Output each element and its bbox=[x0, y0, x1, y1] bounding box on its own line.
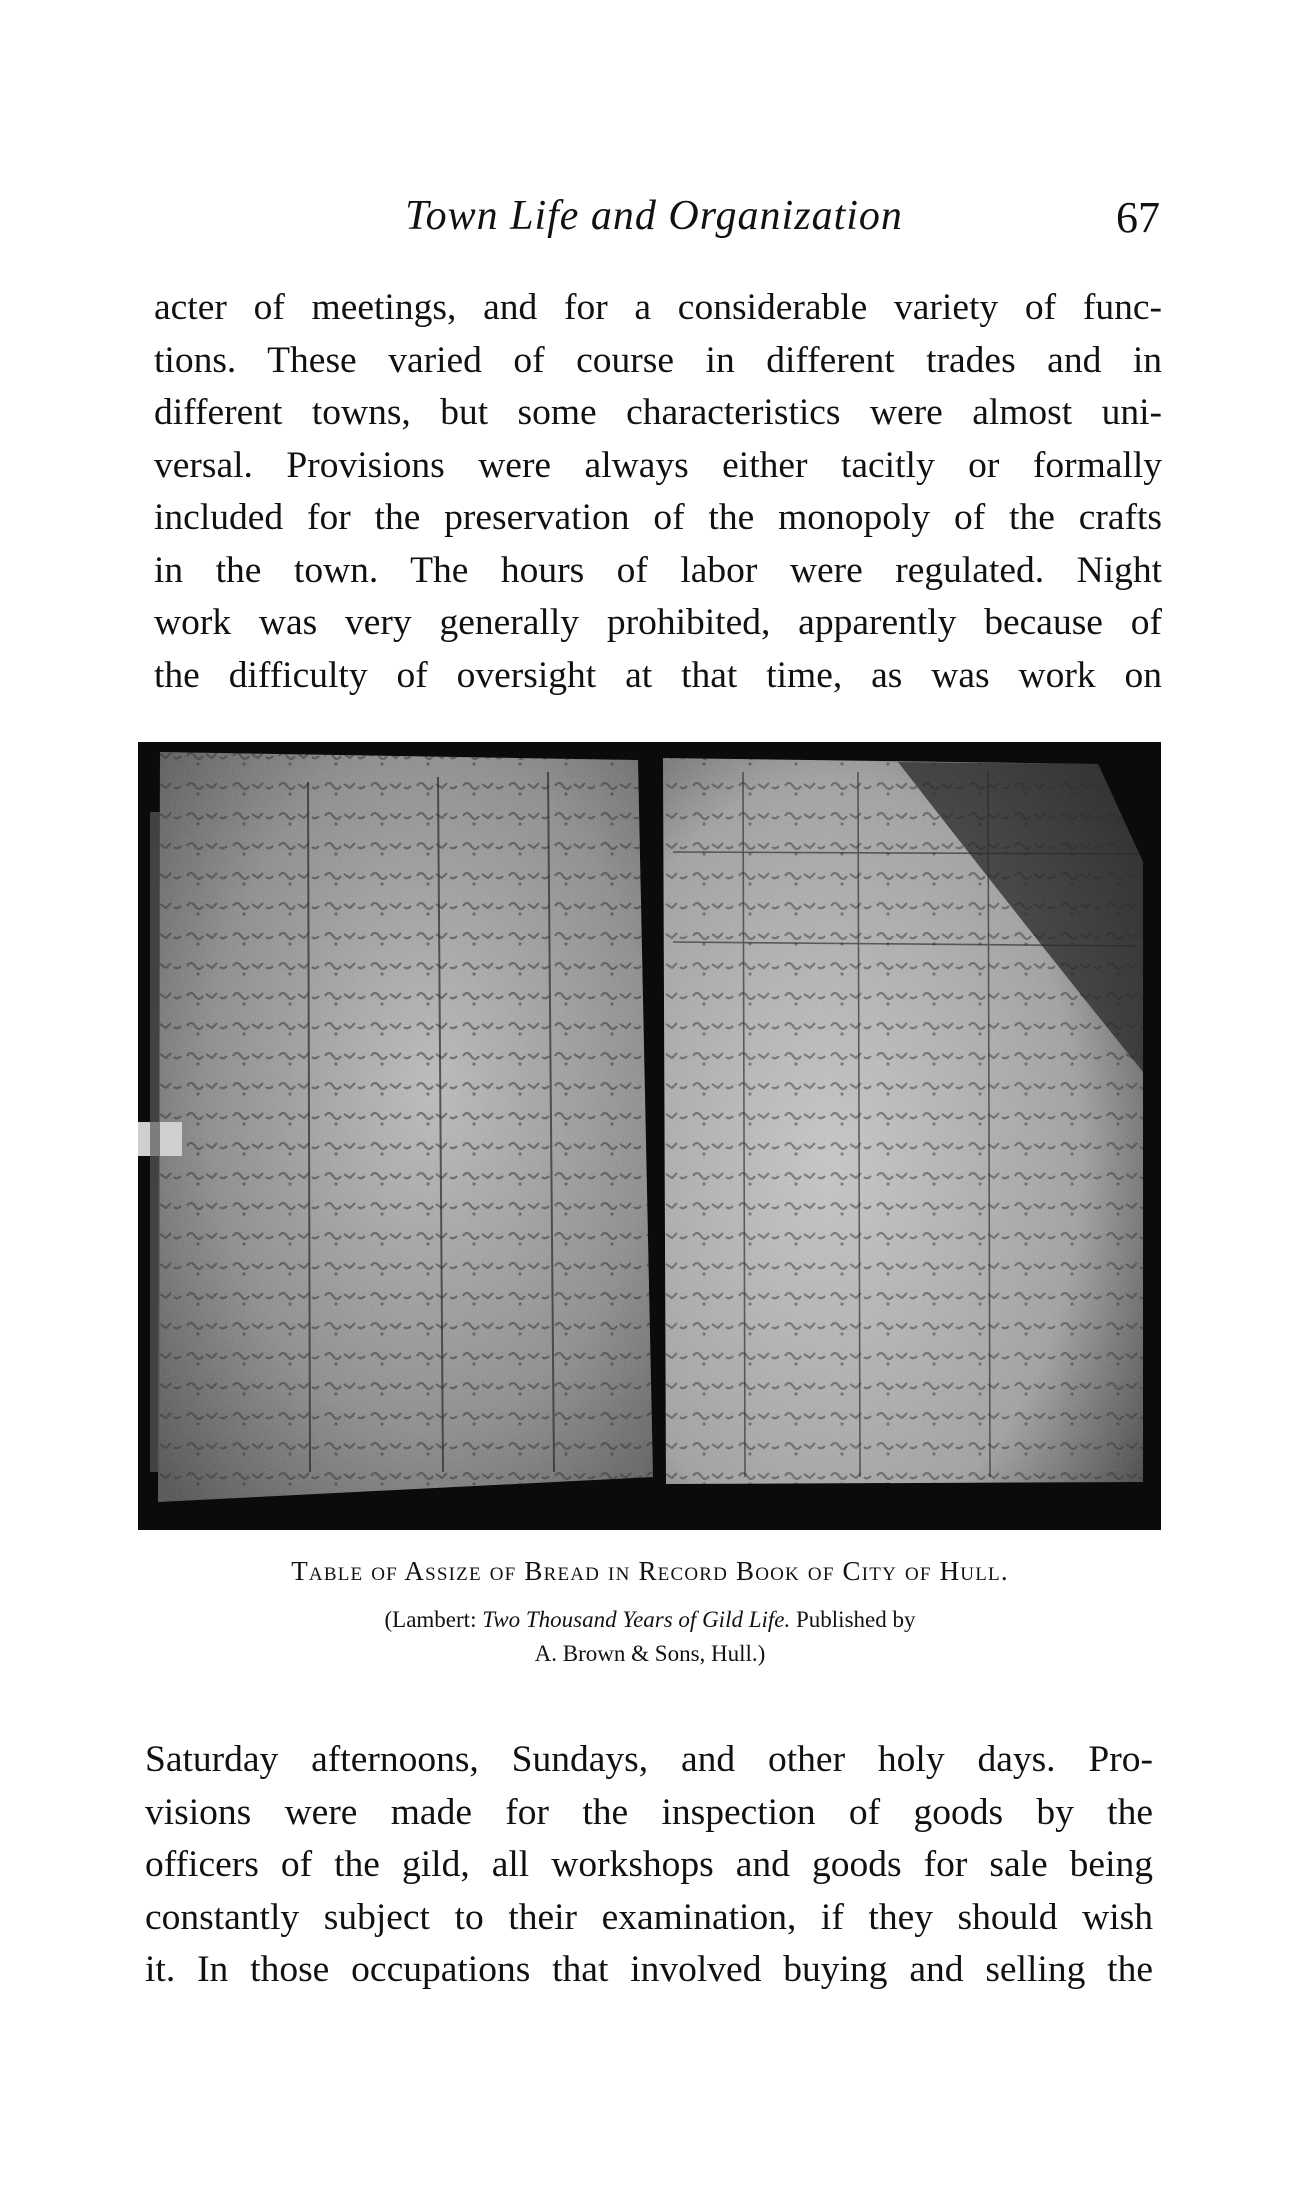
text-line: it. In those occupations that involved buying and selling the bbox=[145, 1949, 1153, 1990]
text-line: officers of the gild, all workshops and goods for sale being bbox=[145, 1844, 1153, 1885]
text-line: included for the preservation of the monopoly of the crafts bbox=[154, 497, 1162, 538]
credit-book-title: Two Thousand Years of Gild Life. bbox=[482, 1607, 791, 1632]
text-line: acter of meetings, and for a considerable variety of func- bbox=[154, 287, 1162, 328]
body-paragraph-top bbox=[154, 282, 1162, 702]
text-line: different towns, but some characteristics were almost uni- bbox=[154, 392, 1162, 433]
caption-credit bbox=[150, 1603, 1150, 1671]
text-line: Saturday afternoons, Sundays, and other holy days. Pro- bbox=[145, 1739, 1153, 1780]
figure-caption bbox=[150, 1556, 1150, 1671]
text-line: the difficulty of oversight at that time, as was work on bbox=[154, 654, 1162, 696]
credit-publisher: Published by bbox=[790, 1607, 916, 1632]
credit-prefix: (Lambert: bbox=[384, 1607, 483, 1632]
running-header bbox=[154, 192, 1160, 248]
body-paragraph-bottom bbox=[145, 1734, 1153, 1997]
text-line: constantly subject to their examination, if they should wish bbox=[145, 1896, 1153, 1938]
text-line: in the town. The hours of labor were regulated. Night bbox=[154, 549, 1162, 591]
text-line: work was very generally prohibited, apparently because of bbox=[154, 602, 1162, 643]
page-number: 67 bbox=[1116, 193, 1160, 242]
ledger-photograph bbox=[138, 742, 1161, 1530]
running-title: Town Life and Organization bbox=[405, 193, 903, 239]
text-line: visions were made for the inspection of goods by the bbox=[145, 1791, 1153, 1833]
text-line: versal. Provisions were always either tacitly or formally bbox=[154, 444, 1162, 486]
caption-title: Table of Assize of Bread in Record Book of City of Hull. bbox=[291, 1556, 1009, 1586]
text-line: tions. These varied of course in different trades and in bbox=[154, 339, 1162, 381]
photo-of-ledger-pages-icon bbox=[138, 742, 1161, 1530]
credit-line-2: A. Brown & Sons, Hull.) bbox=[534, 1641, 766, 1666]
